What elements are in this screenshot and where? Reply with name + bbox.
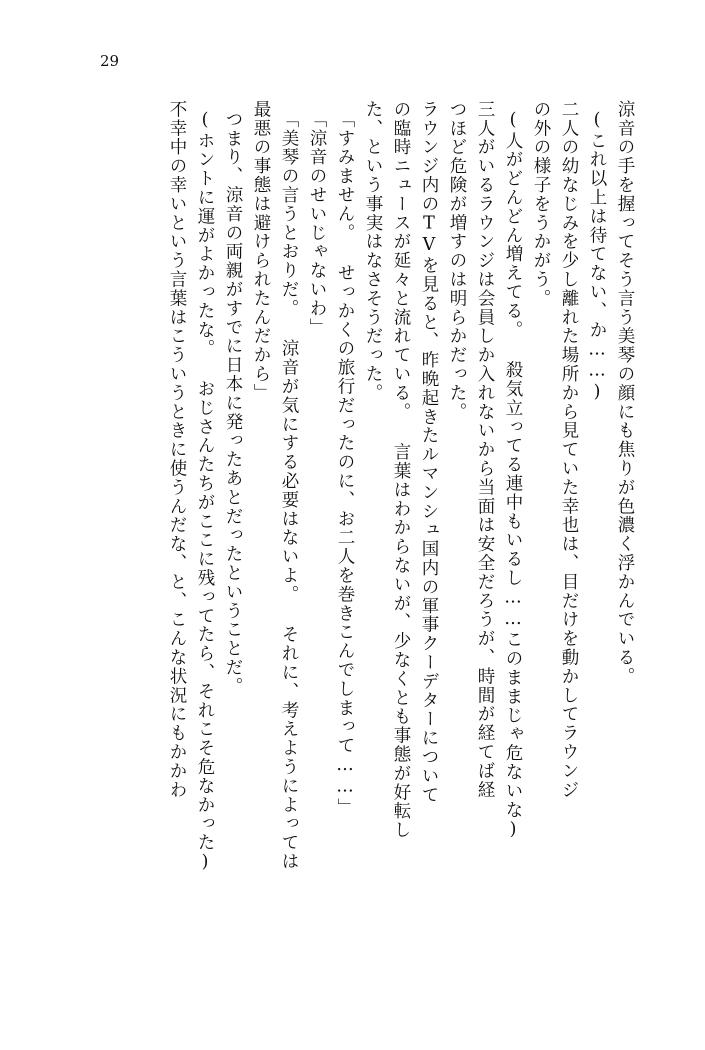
text-column: 不幸中の幸いという言葉はこういうときに使うんだな、と、こんな状況にもかかわ	[167, 100, 187, 800]
vertical-text-body	[73, 100, 633, 950]
text-column: (人がどんどん増えてる。 殺気立ってる連中もいるし……このままじゃ危ないな)	[503, 110, 523, 841]
text-column: (これ以上は待てない、か……)	[587, 110, 607, 404]
text-column: の外の様子をうかがう。	[531, 100, 551, 308]
text-column: 「すみません。 せっかくの旅行だったのに、お二人を巻きこんでしまって……」	[335, 110, 355, 817]
text-column: 「美琴の言うとおりだ。 涼音が気にする必要はないよ。 それに、考えようによっては	[279, 110, 299, 871]
text-column: つほど危険が増すのは明らかだった。	[447, 100, 467, 422]
text-column: ラウンジ内のTVを見ると、昨晩起きたルマンシュ国内の軍事クーデターについて	[419, 100, 439, 805]
text-column: 三人がいるラウンジは会員しか入れないから当面は安全だろうが、時間が経てば経	[475, 100, 495, 800]
text-column: (ホントに運がよかったな。 おじさんたちがここに残ってたら、それこそ危なかった)	[195, 110, 215, 874]
text-column: 最悪の事態は避けられたんだから」	[251, 100, 271, 403]
text-column: の臨時ニュースが延々と流れている。 言葉はわからないが、少なくとも事態が好転し	[391, 100, 411, 840]
text-column: つまり、涼音の両親がすでに日本に発ったあとだったということだ。	[223, 110, 243, 696]
text-column: 二人の幼なじみを少し離れた場所から見ていた幸也は、目だけを動かしてラウンジ	[559, 100, 579, 800]
page-number: 29	[100, 52, 120, 70]
text-column: 「涼音のせいじゃないわ」	[307, 110, 327, 337]
text-column: 涼音の手を握ってそう言う美琴の顔にも焦りが色濃く浮かんでいる。	[615, 100, 635, 686]
text-column: た、という事実はなさそうだった。	[363, 100, 383, 403]
